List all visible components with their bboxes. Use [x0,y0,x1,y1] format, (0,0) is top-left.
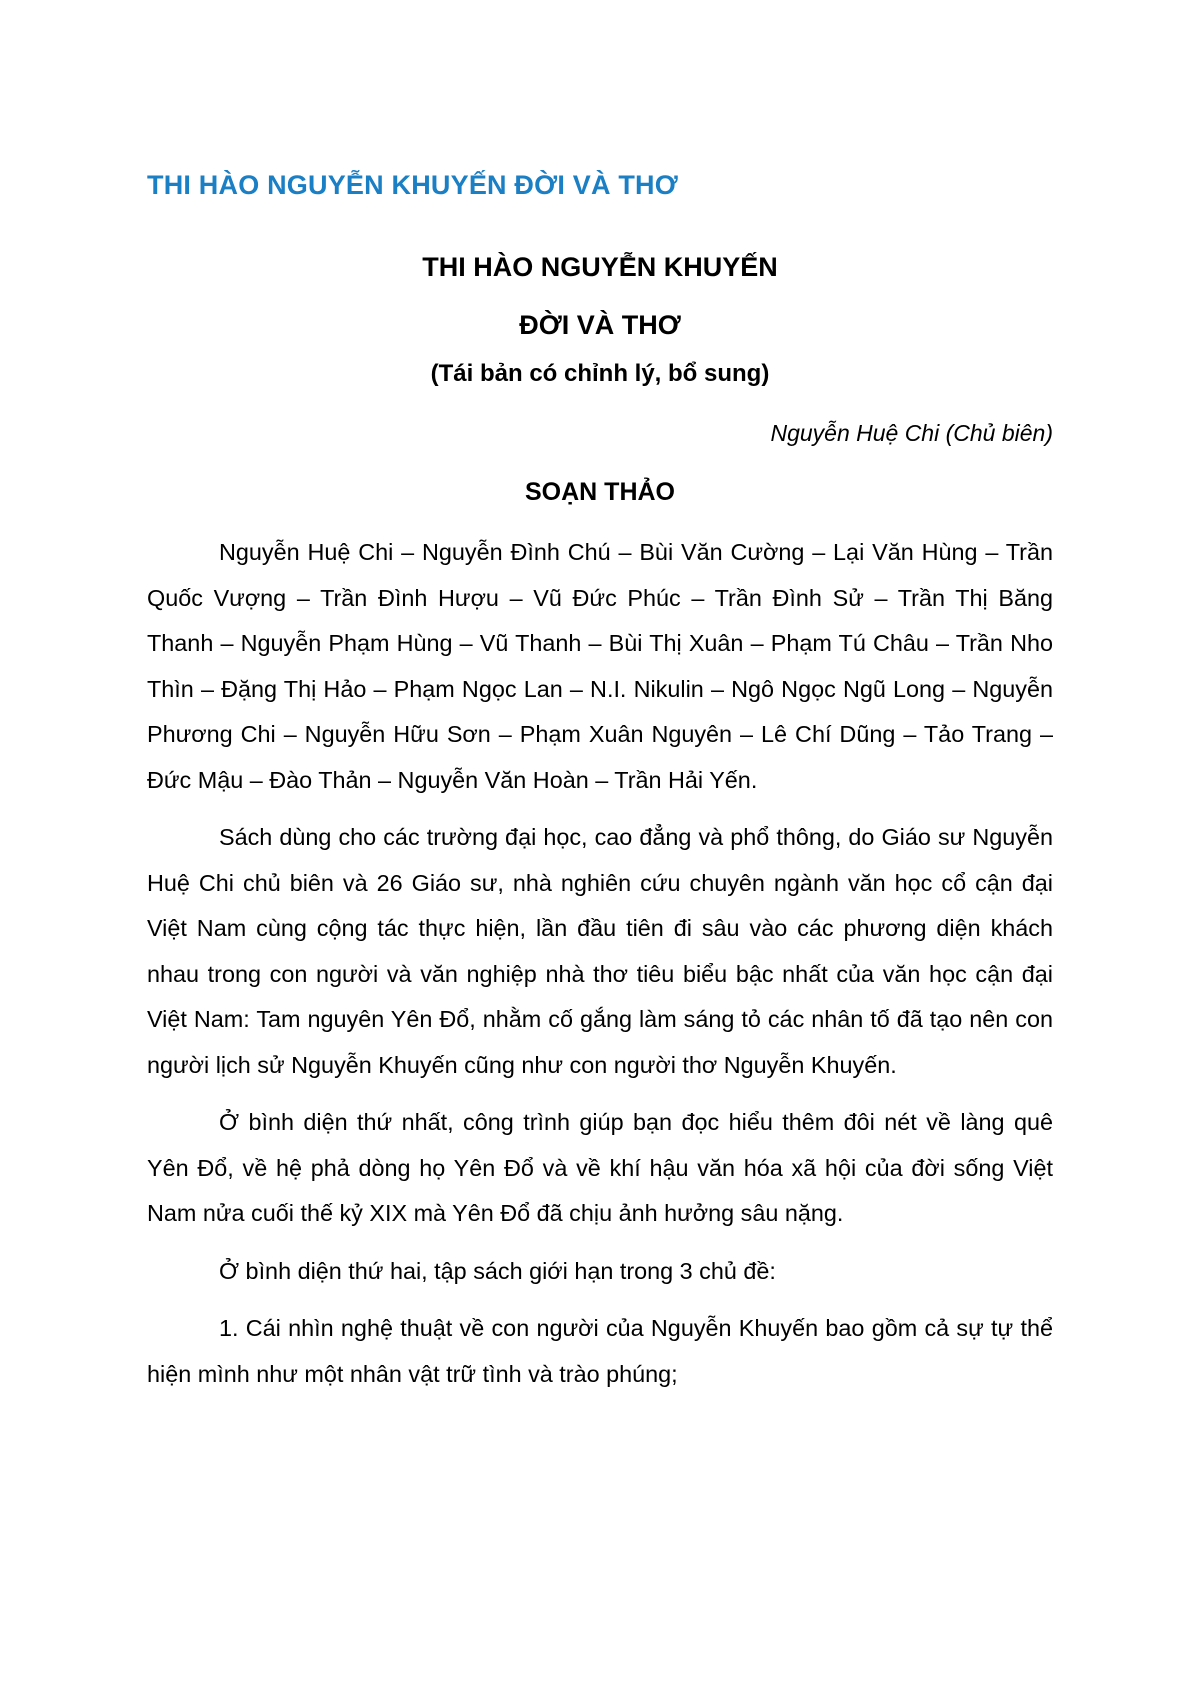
paragraph-authors: Nguyễn Huệ Chi – Nguyễn Đình Chú – Bùi Văn Cường – Lại Văn Hùng – Trần Quốc Vượng – Trần Đình Hượu – Vũ Đức Phúc – Trần Đình Sử – Trần Thị Băng Thanh – Nguyễn Phạm Hùng – Vũ Thanh – Bùi Thị Xuân – Phạm Tú Châu – Trần Nho Thìn – Đặng Thị Hảo – Phạm Ngọc Lan – N.I. Nikulin – Ngô Ngọc Ngũ Long – Nguyễn Phương Chi – Nguyễn Hữu Sơn – Phạm Xuân Nguyên – Lê Chí Dũng – Tảo Trang – Đức Mậu – Đào Thản – Nguyễn Văn Hoàn – Trần Hải Yến. [147,539,1053,793]
editor-credit: Nguyễn Huệ Chi (Chủ biên) [770,420,1053,446]
book-title-line-2: ĐỜI VÀ THƠ [519,310,681,340]
document-heading: THI HÀO NGUYỄN KHUYẾN ĐỜI VÀ THƠ [147,170,678,200]
paragraph-topic-1: 1. Cái nhìn nghệ thuật về con người của Nguyễn Khuyến bao gồm cả sự tự thể hiện mình như một nhân vật trữ tình và trào phúng; [147,1315,1053,1387]
edition-note: (Tái bản có chỉnh lý, bổ sung) [430,360,770,387]
paragraph-first-aspect: Ở bình diện thứ nhất, công trình giúp bạn đọc hiểu thêm đôi nét về làng quê Yên Đổ, về hệ phả dòng họ Yên Đổ và về khí hậu văn hóa xã hội của đời sống Việt Nam nửa cuối thế kỷ XIX mà Yên Đổ đã chịu ảnh hưởng sâu nặng. [147,1109,1053,1226]
book-title-line-1: THI HÀO NGUYỄN KHUYẾN [422,252,778,282]
book-title [147,238,1053,354]
body-text [147,530,1053,1409]
section-title: SOẠN THẢO [525,478,675,506]
paragraph-description: Sách dùng cho các trường đại học, cao đẳng và phổ thông, do Giáo sư Nguyễn Huệ Chi chủ biên và 26 Giáo sư, nhà nghiên cứu chuyên ngành văn học cổ cận đại Việt Nam cùng cộng tác thực hiện, lần đầu tiên đi sâu vào các phương diện khách nhau trong con người và văn nghiệp nhà thơ tiêu biểu bậc nhất của văn học cận đại Việt Nam: Tam nguyên Yên Đổ, nhằm cố gắng làm sáng tỏ các nhân tố đã tạo nên con người lịch sử Nguyễn Khuyến cũng như con người thơ Nguyễn Khuyến. [147,824,1053,1078]
paragraph-second-aspect: Ở bình diện thứ hai, tập sách giới hạn trong 3 chủ đề: [219,1257,776,1284]
